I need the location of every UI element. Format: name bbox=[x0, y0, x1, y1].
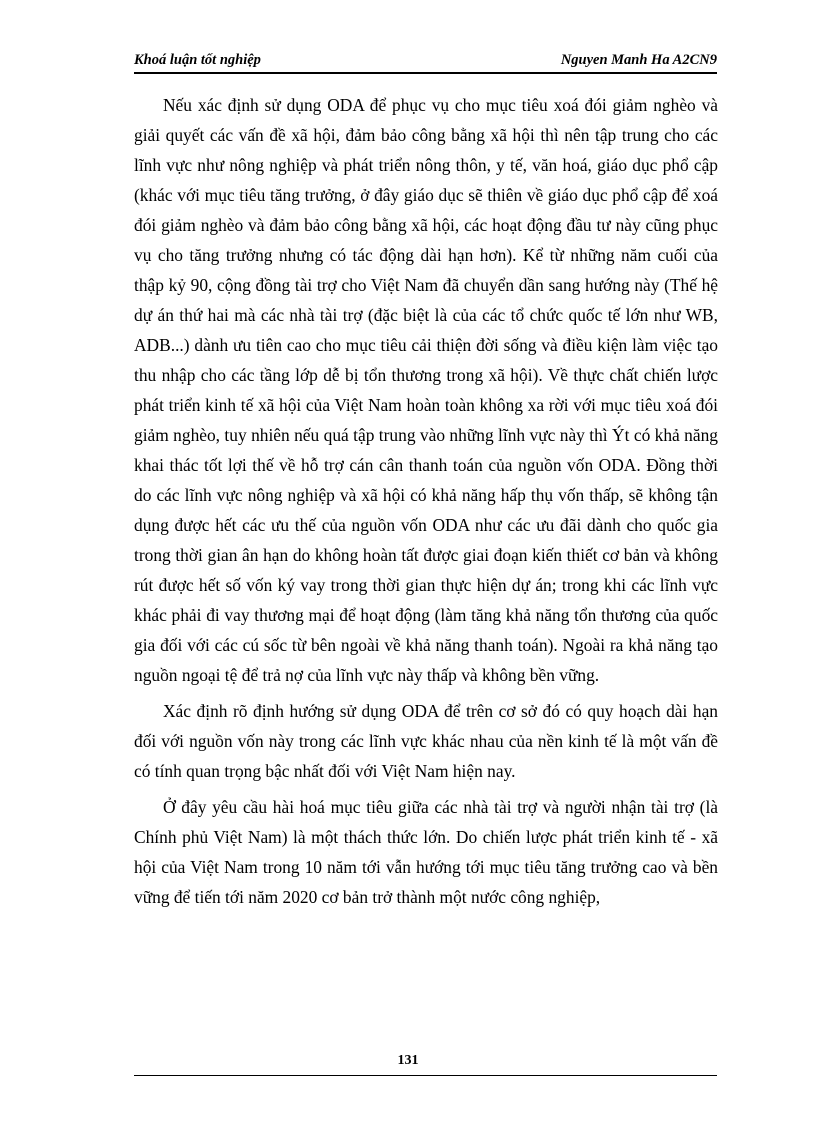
paragraph-1: Nếu xác định sử dụng ODA để phục vụ cho mục tiêu xoá đói giảm nghèo và giải quyết các vấn đề xã hội, đảm bảo công bằng xã hội thì nên tập trung cho các lĩnh vực như nông nghiệp và phát triển nông thôn, y tế, văn hoá, giáo dục phổ cập (khác với mục tiêu tăng trưởng, ở đây giáo dục sẽ thiên về giáo dục phổ cập để xoá đói giảm nghèo và đảm bảo công bằng xã hội, các hoạt động đầu tư này cũng phục vụ cho tăng trưởng nhưng có tác động dài hạn hơn). Kể từ những năm cuối của thập kỷ 90, cộng đồng tài trợ cho Việt Nam đã chuyển dần sang hướng này (Thế hệ dự án thứ hai mà các nhà tài trợ (đặc biệt là của các tổ chức quốc tế lớn như WB, ADB...) dành ưu tiên cao cho mục tiêu cải thiện đời sống và điều kiện làm việc tạo thu nhập cho các tầng lớp dễ bị tổn thương trong xã hội). Về thực chất chiến lược phát triển kinh tế xã hội của Việt Nam hoàn toàn không xa rời với mục tiêu xoá đói giảm nghèo, tuy nhiên nếu quá tập trung vào những lĩnh vực này thì Ýt có khả năng khai thác tốt lợi thế về hỗ trợ cán cân thanh toán của nguồn vốn ODA. Đồng thời do các lĩnh vực nông nghiệp và xã hội có khả năng hấp thụ vốn thấp, sẽ không tận dụng được hết các ưu thế của nguồn vốn ODA như các ưu đãi dành cho quốc gia trong thời gian ân hạn do không hoàn tất được giai đoạn kiến thiết cơ bản và không rút được hết số vốn ký vay trong thời gian thực hiện dự án; trong khi các lĩnh vực khác phải đi vay thương mại để hoạt động (làm tăng khả năng tổn thương của quốc gia đối với các cú sốc từ bên ngoài về khả năng thanh toán). Ngoài ra khả năng tạo nguồn ngoại tệ để trả nợ của lĩnh vực này thấp và không bền vững. bbox=[134, 95, 718, 685]
paragraph-2: Xác định rõ định hướng sử dụng ODA để trên cơ sở đó có quy hoạch dài hạn đối với nguồn vốn này trong các lĩnh vực khác nhau của nền kinh tế là một vấn đề có tính quan trọng bậc nhất đối với Việt Nam hiện nay. bbox=[134, 701, 718, 781]
header-title: Khoá luận tốt nghiệp bbox=[134, 52, 261, 68]
header-author: Nguyen Manh Ha A2CN9 bbox=[560, 52, 717, 68]
document-body bbox=[134, 90, 718, 918]
paragraph-3: Ở đây yêu cầu hài hoá mục tiêu giữa các nhà tài trợ và người nhận tài trợ (là Chính phủ Việt Nam) là một thách thức lớn. Do chiến lược phát triển kinh tế - xã hội của Việt Nam trong 10 năm tới vẫn hướng tới mục tiêu tăng trưởng cao và bền vững để tiến tới năm 2020 cơ bản trở thành một nước công nghiệp, bbox=[134, 797, 718, 907]
footer-divider bbox=[134, 1075, 717, 1076]
page-number: 131 bbox=[397, 1053, 419, 1068]
page-header bbox=[134, 50, 717, 74]
